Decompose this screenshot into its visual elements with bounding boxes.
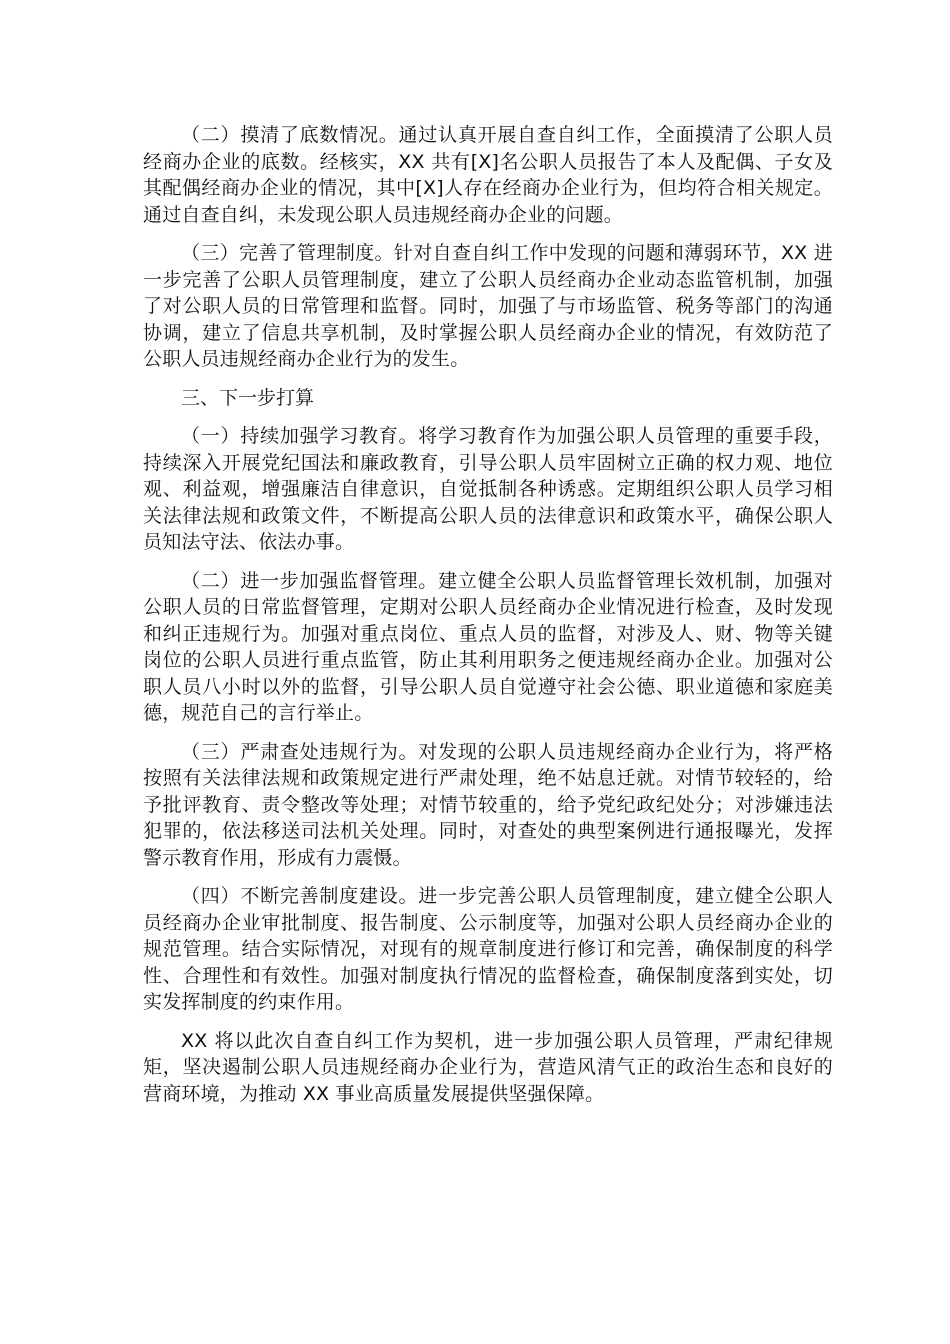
paragraph-learning-education: （一）持续加强学习教育。将学习教育作为加强公职人员管理的重要手段，持续深入开展党纪国法和廉政教育，引导公职人员牢固树立正确的权力观、地位观、利益观，增强廉洁自律意识，自觉抵制各种诱惑。定期组织公职人员学习相关法律法规和政策文件，不断提高公职人员的法律意识和政策水平，确保公职人员知法守法、依法办事。 [143, 425, 833, 553]
paragraph-supervision: （二）进一步加强监督管理。建立健全公职人员监督管理长效机制，加强对公职人员的日常监督管理，定期对公职人员经商办企业情况进行检查，及时发现和纠正违规行为。加强对重点岗位、重点人员的监督，对涉及人、财、物等关键岗位的公职人员进行重点监管，防止其利用职务之便违规经商办企业。加强对公职人员八小时以外的监督，引导公职人员自觉遵守社会公德、职业道德和家庭美德，规范自己的言行举止。 [143, 569, 833, 724]
paragraph-conclusion: XX 将以此次自查自纠工作为契机，进一步加强公职人员管理，严肃纪律规矩，坚决遏制公职人员违规经商办企业行为，营造风清气正的政治生态和良好的营商环境，为推动 XX 事业高质量发展提供坚强保障。 [143, 1029, 833, 1105]
paragraph-management-system: （三）完善了管理制度。针对自查自纠工作中发现的问题和薄弱环节，XX 进一步完善了公职人员管理制度，建立了公职人员经商办企业动态监管机制，加强了对公职人员的日常管理和监督。同时，加强了与市场监管、税务等部门的沟通协调，建立了信息共享机制，及时掌握公职人员经商办企业的情况，有效防范了公职人员违规经商办企业行为的发生。 [143, 242, 833, 370]
paragraph-system-building: （四）不断完善制度建设。进一步完善公职人员管理制度，建立健全公职人员经商办企业审批制度、报告制度、公示制度等，加强对公职人员经商办企业的规范管理。结合实际情况，对现有的规章制度进行修订和完善，确保制度的科学性、合理性和有效性。加强对制度执行情况的监督检查，确保制度落到实处，切实发挥制度的约束作用。 [143, 885, 833, 1013]
section-heading-next-steps: 三、下一步打算 [181, 386, 315, 409]
paragraph-violations: （三）严肃查处违规行为。对发现的公职人员违规经商办企业行为，将严格按照有关法律法规和政策规定进行严肃处理，绝不姑息迁就。对情节较轻的，给予批评教育、责令整改等处理；对情节较重的，给予党纪政纪处分；对涉嫌违法犯罪的，依法移送司法机关处理。同时，对查处的典型案例进行通报曝光，发挥警示教育作用，形成有力震慑。 [143, 740, 833, 869]
paragraph-survey-status: （二）摸清了底数情况。通过认真开展自查自纠工作，全面摸清了公职人员经商办企业的底数。经核实，XX 共有[X]名公职人员报告了本人及配偶、子女及其配偶经商办企业的情况，其中[X]人存在经商办企业行为，但均符合相关规定。通过自查自纠，未发现公职人员违规经商办企业的问题。 [143, 124, 833, 226]
document-page [143, 122, 833, 1119]
